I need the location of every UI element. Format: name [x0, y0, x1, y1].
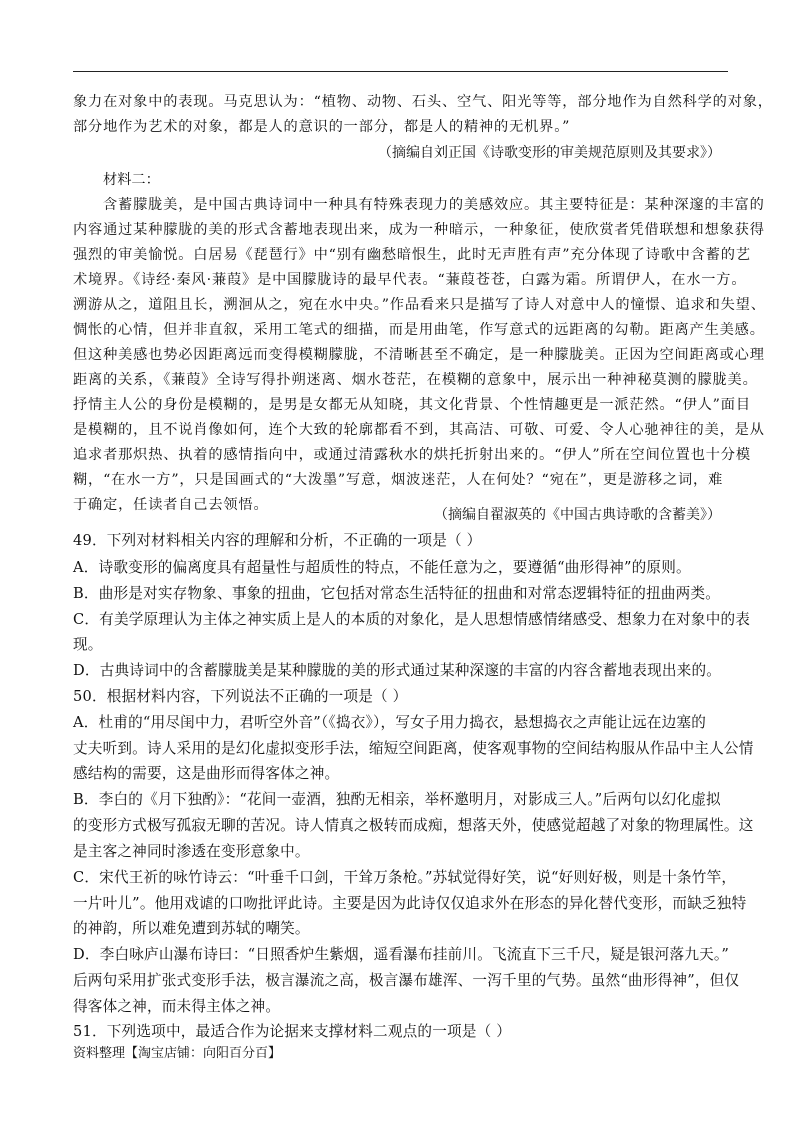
header-rule: [73, 71, 728, 72]
option-49-c: C．有美学原理认为主体之神实质上是人的本质的对象化，是人思想情感情绪感受、想象力在对象中的表: [73, 611, 751, 628]
option-50-c-cont: 的神韵，所以难免遭到苏轼的嘲笑。: [73, 920, 310, 937]
paragraph-line: 惆怅的心情，但并非直叙，采用工笔式的细描，而是用曲笔，作写意式的远距离的勾勒。距离产生美感。: [73, 322, 765, 338]
option-50-b: B．李白的《月下独酌》：“花间一壶酒，独酌无相亲，举杯邀明月，对影成三人。”后两句以幻化虚拟: [73, 791, 721, 808]
option-50-a-cont: 丈夫听到。诗人采用的是幻化虚拟变形手法，缩短空间距离，使客观事物的空间结构服从作品中主人公情: [73, 740, 754, 757]
option-50-d-cont: 得客体之神，而未得主体之神。: [73, 998, 281, 1015]
option-50-b-cont: 的变形方式极写孤寂无聊的苦况。诗人情真之极转而成痴，想落天外，使感觉超越了对象的物理属性。这: [73, 817, 754, 834]
option-50-c-cont: 一片叶儿”。他用戏谑的口吻批评此诗。主要是因为此诗仅仅追求外在形态的异化替代变形，而缺乏独特: [73, 895, 747, 912]
option-49-d: D．古典诗词中的含蓄朦胧美是某种朦胧的美的形式通过某种深邃的丰富的内容含蓄地表现出来的。: [73, 662, 722, 679]
option-50-a-cont: 感结构的需要，这是曲形而得客体之神。: [73, 765, 340, 782]
questions: [73, 530, 754, 1040]
paragraph-line: 术境界。《诗经·秦风·蒹葭》是中国朦胧诗的最早代表。“蒹葭苍苍，白露为霜。所谓伊人，在水一方。: [73, 272, 747, 288]
material2-heading: 材料二：: [103, 172, 160, 188]
source-citation-2: （摘编自翟淑英的《中国古典诗歌的含蓄美》）: [434, 507, 721, 523]
paragraph-line: 追求者那炽热、执着的感情指向中，或通过清露秋水的烘托折射出来的。“伊人”所在空间位置也十分模: [73, 447, 751, 463]
question-49: 49．下列对材料相关内容的理解和分析，不正确的一项是（ ）: [73, 532, 482, 549]
paragraph-line: 溯游从之，道阻且长，溯洄从之，宛在水中央。”作品看来只是描写了诗人对意中人的憧憬、追求和失望、: [73, 297, 766, 313]
footer-note: 资料整理【淘宝店铺：向阳百分百】: [73, 1046, 282, 1061]
passage-line: 部分地作为艺术的对象，都是人的意识的一部分，都是人的精神的无机界。”: [73, 119, 571, 135]
material1-continuation: [73, 92, 773, 142]
option-49-a: A．诗歌变形的偏离度具有超量性与超质性的特点，不能任意为之，要遵循“曲形得神”的原则。: [73, 559, 691, 576]
paragraph-line: 糊，“在水一方”，只是国画式的“大泼墨”写意，烟波迷茫，人在何处？“宛在”，更是游移之词，难: [73, 472, 724, 488]
paragraph-line: 含蓄朦胧美，是中国古典诗词中一种具有特殊表现力的美感效应。其主要特征是：某种深邃的丰富的: [103, 197, 765, 213]
source2-row: [73, 505, 729, 527]
source1-row: [73, 143, 729, 165]
material2: [73, 170, 766, 513]
paragraph-line: 强烈的审美愉悦。白居易《琵琶行》中“别有幽愁暗恨生，此时无声胜有声”充分体现了诗歌中含蓄的艺: [73, 247, 751, 263]
option-50-d: D．李白咏庐山瀑布诗曰：“日照香炉生紫烟，遥看瀑布挂前川。飞流直下三千尺，疑是银河落九天。”: [73, 946, 730, 963]
paragraph-line: 距离的关系，《蒹葭》全诗写得扑朔迷离、烟水苍茫，在模糊的意象中，展示出一种神秘莫测的朦胧美。: [73, 372, 758, 388]
paragraph-line: 抒情主人公的身份是模糊的，是男是女都无从知晓，其文化背景、个性情趣更是一派茫然。“伊人”面目: [73, 397, 751, 413]
option-49-b: B．曲形是对实存物象、事象的扭曲，它包括对常态生活特征的扭曲和对常态逻辑特征的扭曲两类。: [73, 585, 721, 602]
paragraph-line: 于确定，任读者自己去领悟。: [73, 497, 269, 513]
question-51: 51．下列选项中，最适合作为论据来支撑材料二观点的一项是（ ）: [73, 1023, 512, 1040]
passage-line: 象力在对象中的表现。马克思认为：“植物、动物、石头、空气、阳光等等，部分地作为自然科学的对象，: [73, 94, 773, 110]
option-50-a: A．杜甫的“用尽闺中力，君听空外音”（《捣衣》），写女子用力捣衣，悬想捣衣之声能让远在边塞的: [73, 714, 706, 731]
paragraph-line: 但这种美感也势必因距离远而变得模糊朦胧，不清晰甚至不确定，是一种朦胧美。正因为空间距离或心理: [73, 347, 765, 363]
paragraph-line: 是模糊的，且不说肖像如何，连个大致的轮廓都看不到，其高洁、可敬、可爱、令人心驰神往的美，是从: [73, 422, 765, 438]
option-50-b-cont: 是主客之神同时渗透在变形意象中。: [73, 843, 310, 860]
option-50-d-cont: 后两句采用扩张式变形手法，极言瀑流之高，极言瀑布雄浑、一泻千里的气势。虽然“曲形得神”，但仅: [73, 972, 740, 989]
option-49-c-cont: 现。: [73, 636, 103, 653]
source-citation-1: （摘编自刘正国《诗歌变形的审美规范原则及其要求》）: [378, 145, 721, 161]
option-50-c: C．宋代王祈的咏竹诗云：“叶垂千口剑，干耸万条枪。”苏轼觉得好笑，说“好则好极，则是十条竹竿，: [73, 869, 737, 886]
question-50: 50．根据材料内容，下列说法不正确的一项是（ ）: [73, 688, 408, 705]
paragraph-line: 内容通过某种朦胧的美的形式含蓄地表现出来，成为一种暗示，一种象征，使欣赏者凭借联想和想象获得: [73, 222, 765, 238]
